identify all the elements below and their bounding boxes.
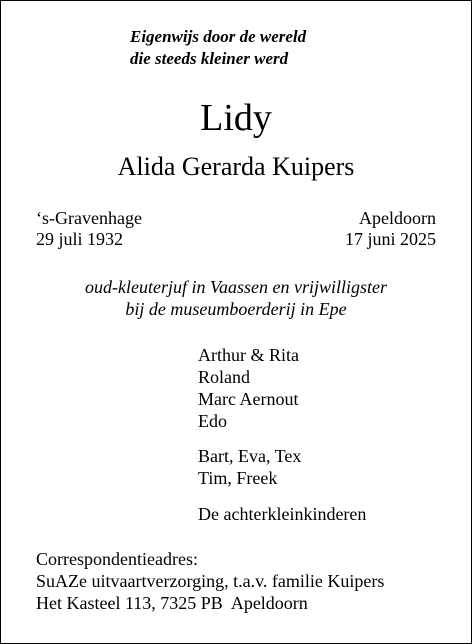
correspondence-line-1: SuAZe uitvaartverzorging, t.a.v. familie Kuipers — [36, 571, 385, 591]
motto-line-1: Eigenwijs door de wereld — [130, 27, 307, 46]
child-name: Arthur & Rita — [198, 345, 299, 365]
description-line-1: oud-kleuterjuf in Vaassen en vrijwilligster — [85, 277, 387, 297]
correspondence-label: Correspondentieadres: — [36, 549, 198, 569]
deceased-name: Lidy — [200, 97, 272, 139]
great-grandchildren-label: De achterkleinkinderen — [198, 504, 367, 524]
correspondence-line-2: Het Kasteel 113, 7325 PB Apeldoorn — [36, 593, 308, 613]
birth-info — [36, 208, 142, 250]
grandchildren-names: Bart, Eva, Tex — [198, 446, 302, 466]
child-name: Roland — [198, 367, 250, 387]
grandchildren-list — [198, 445, 301, 489]
child-name: Edo — [198, 411, 227, 431]
great-grandchildren — [198, 503, 366, 525]
description — [0, 276, 472, 320]
death-info — [345, 208, 436, 250]
birth-date: 29 juli 1932 — [36, 229, 124, 249]
deceased-full-name: Alida Gerarda Kuipers — [117, 152, 355, 181]
children-list — [198, 344, 299, 432]
death-place: Apeldoorn — [359, 208, 436, 228]
grandchildren-names: Tim, Freek — [198, 468, 278, 488]
birth-place: ‘s-Gravenhage — [36, 208, 142, 228]
correspondence-address — [36, 548, 384, 614]
child-name: Marc Aernout — [198, 389, 299, 409]
death-date: 17 juni 2025 — [344, 229, 436, 249]
description-line-2: bij de museumboerderij in Epe — [125, 299, 347, 319]
motto-line-2: die steeds kleiner werd — [130, 49, 289, 68]
motto — [130, 26, 306, 70]
